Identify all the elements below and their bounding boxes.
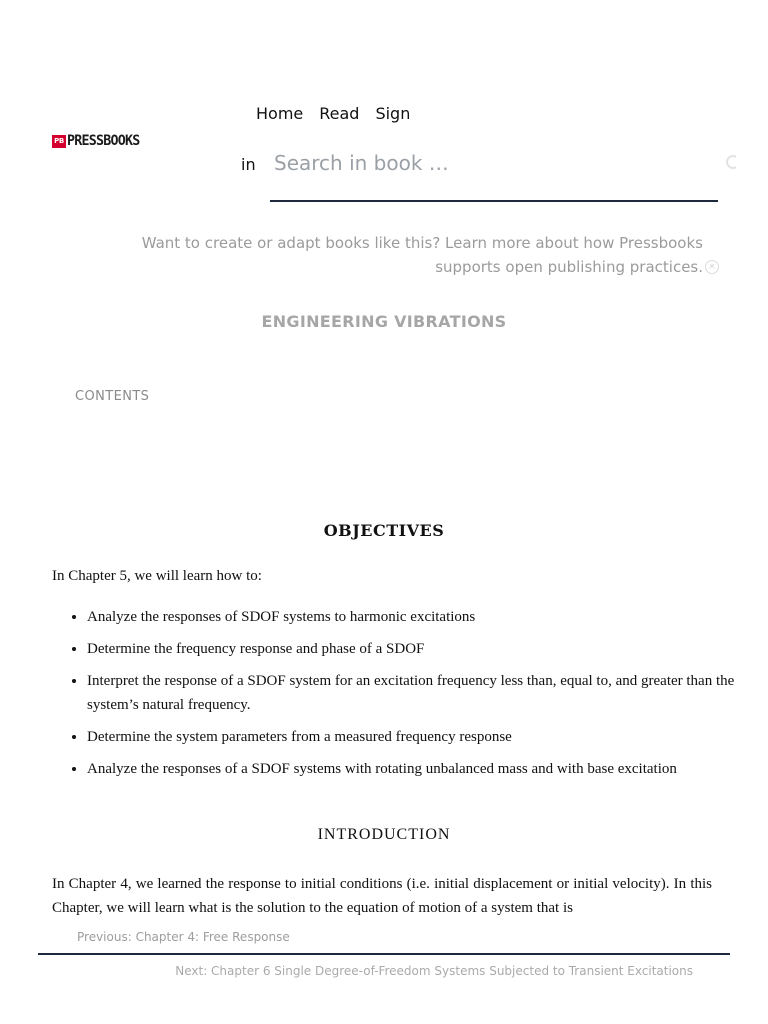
next-chapter-link[interactable]: Next: Chapter 6 Single Degree-of-Freedom Systems Subjected to Transient Excitations xyxy=(175,964,693,978)
introduction-heading: INTRODUCTION xyxy=(317,826,451,843)
chapter-footer-nav xyxy=(0,922,768,1024)
list-item: • Interpret the response of a SDOF system for an excitation frequency less than, equal to, and greater than the system’s natural frequency. xyxy=(87,669,747,717)
search-input[interactable] xyxy=(270,146,718,180)
logo-mark-icon: PB xyxy=(52,135,66,148)
objectives-heading: OBJECTIVES xyxy=(323,521,445,540)
introduction-paragraph: In Chapter 4, we learned the response to initial conditions (i.e. initial displacement or initial velocity). In this Chapter, we will learn what is the solution to the equation of motion of a system that is xyxy=(52,876,712,916)
header-nav xyxy=(256,104,410,123)
nav-read-link[interactable]: Read xyxy=(319,104,360,123)
logo-text: PRESSBOOKS xyxy=(67,133,140,149)
nav-home-link[interactable]: Home xyxy=(256,104,304,123)
nav-sign-in-link[interactable]: Sign xyxy=(375,104,411,123)
previous-chapter-link[interactable]: Previous: Chapter 4: Free Response xyxy=(77,930,290,944)
list-item: • Determine the frequency response and phase of a SDOF xyxy=(87,637,747,661)
objectives-list xyxy=(52,605,747,789)
list-item: • Analyze the responses of SDOF systems to harmonic excitations xyxy=(87,605,747,629)
book-title[interactable]: ENGINEERING VIBRATIONS xyxy=(261,312,507,331)
promo-banner[interactable]: Want to create or adapt books like this? Learn more about how Pressbooks supports open publishing practices. xyxy=(141,234,703,276)
contents-toggle[interactable]: CONTENTS xyxy=(75,389,150,404)
search-icon[interactable] xyxy=(726,155,736,169)
list-item: • Analyze the responses of a SDOF systems with rotating unbalanced mass and with base excitation xyxy=(87,757,747,781)
nav-sign-in-link-continued[interactable]: in xyxy=(241,155,256,174)
list-item: • Determine the system parameters from a measured frequency response xyxy=(87,725,747,749)
close-icon[interactable]: ✕ xyxy=(705,260,719,274)
search-form xyxy=(270,146,718,202)
pressbooks-logo[interactable] xyxy=(52,133,143,149)
objectives-intro: In Chapter 5, we will learn how to: xyxy=(52,568,262,584)
footer-divider xyxy=(38,953,730,955)
